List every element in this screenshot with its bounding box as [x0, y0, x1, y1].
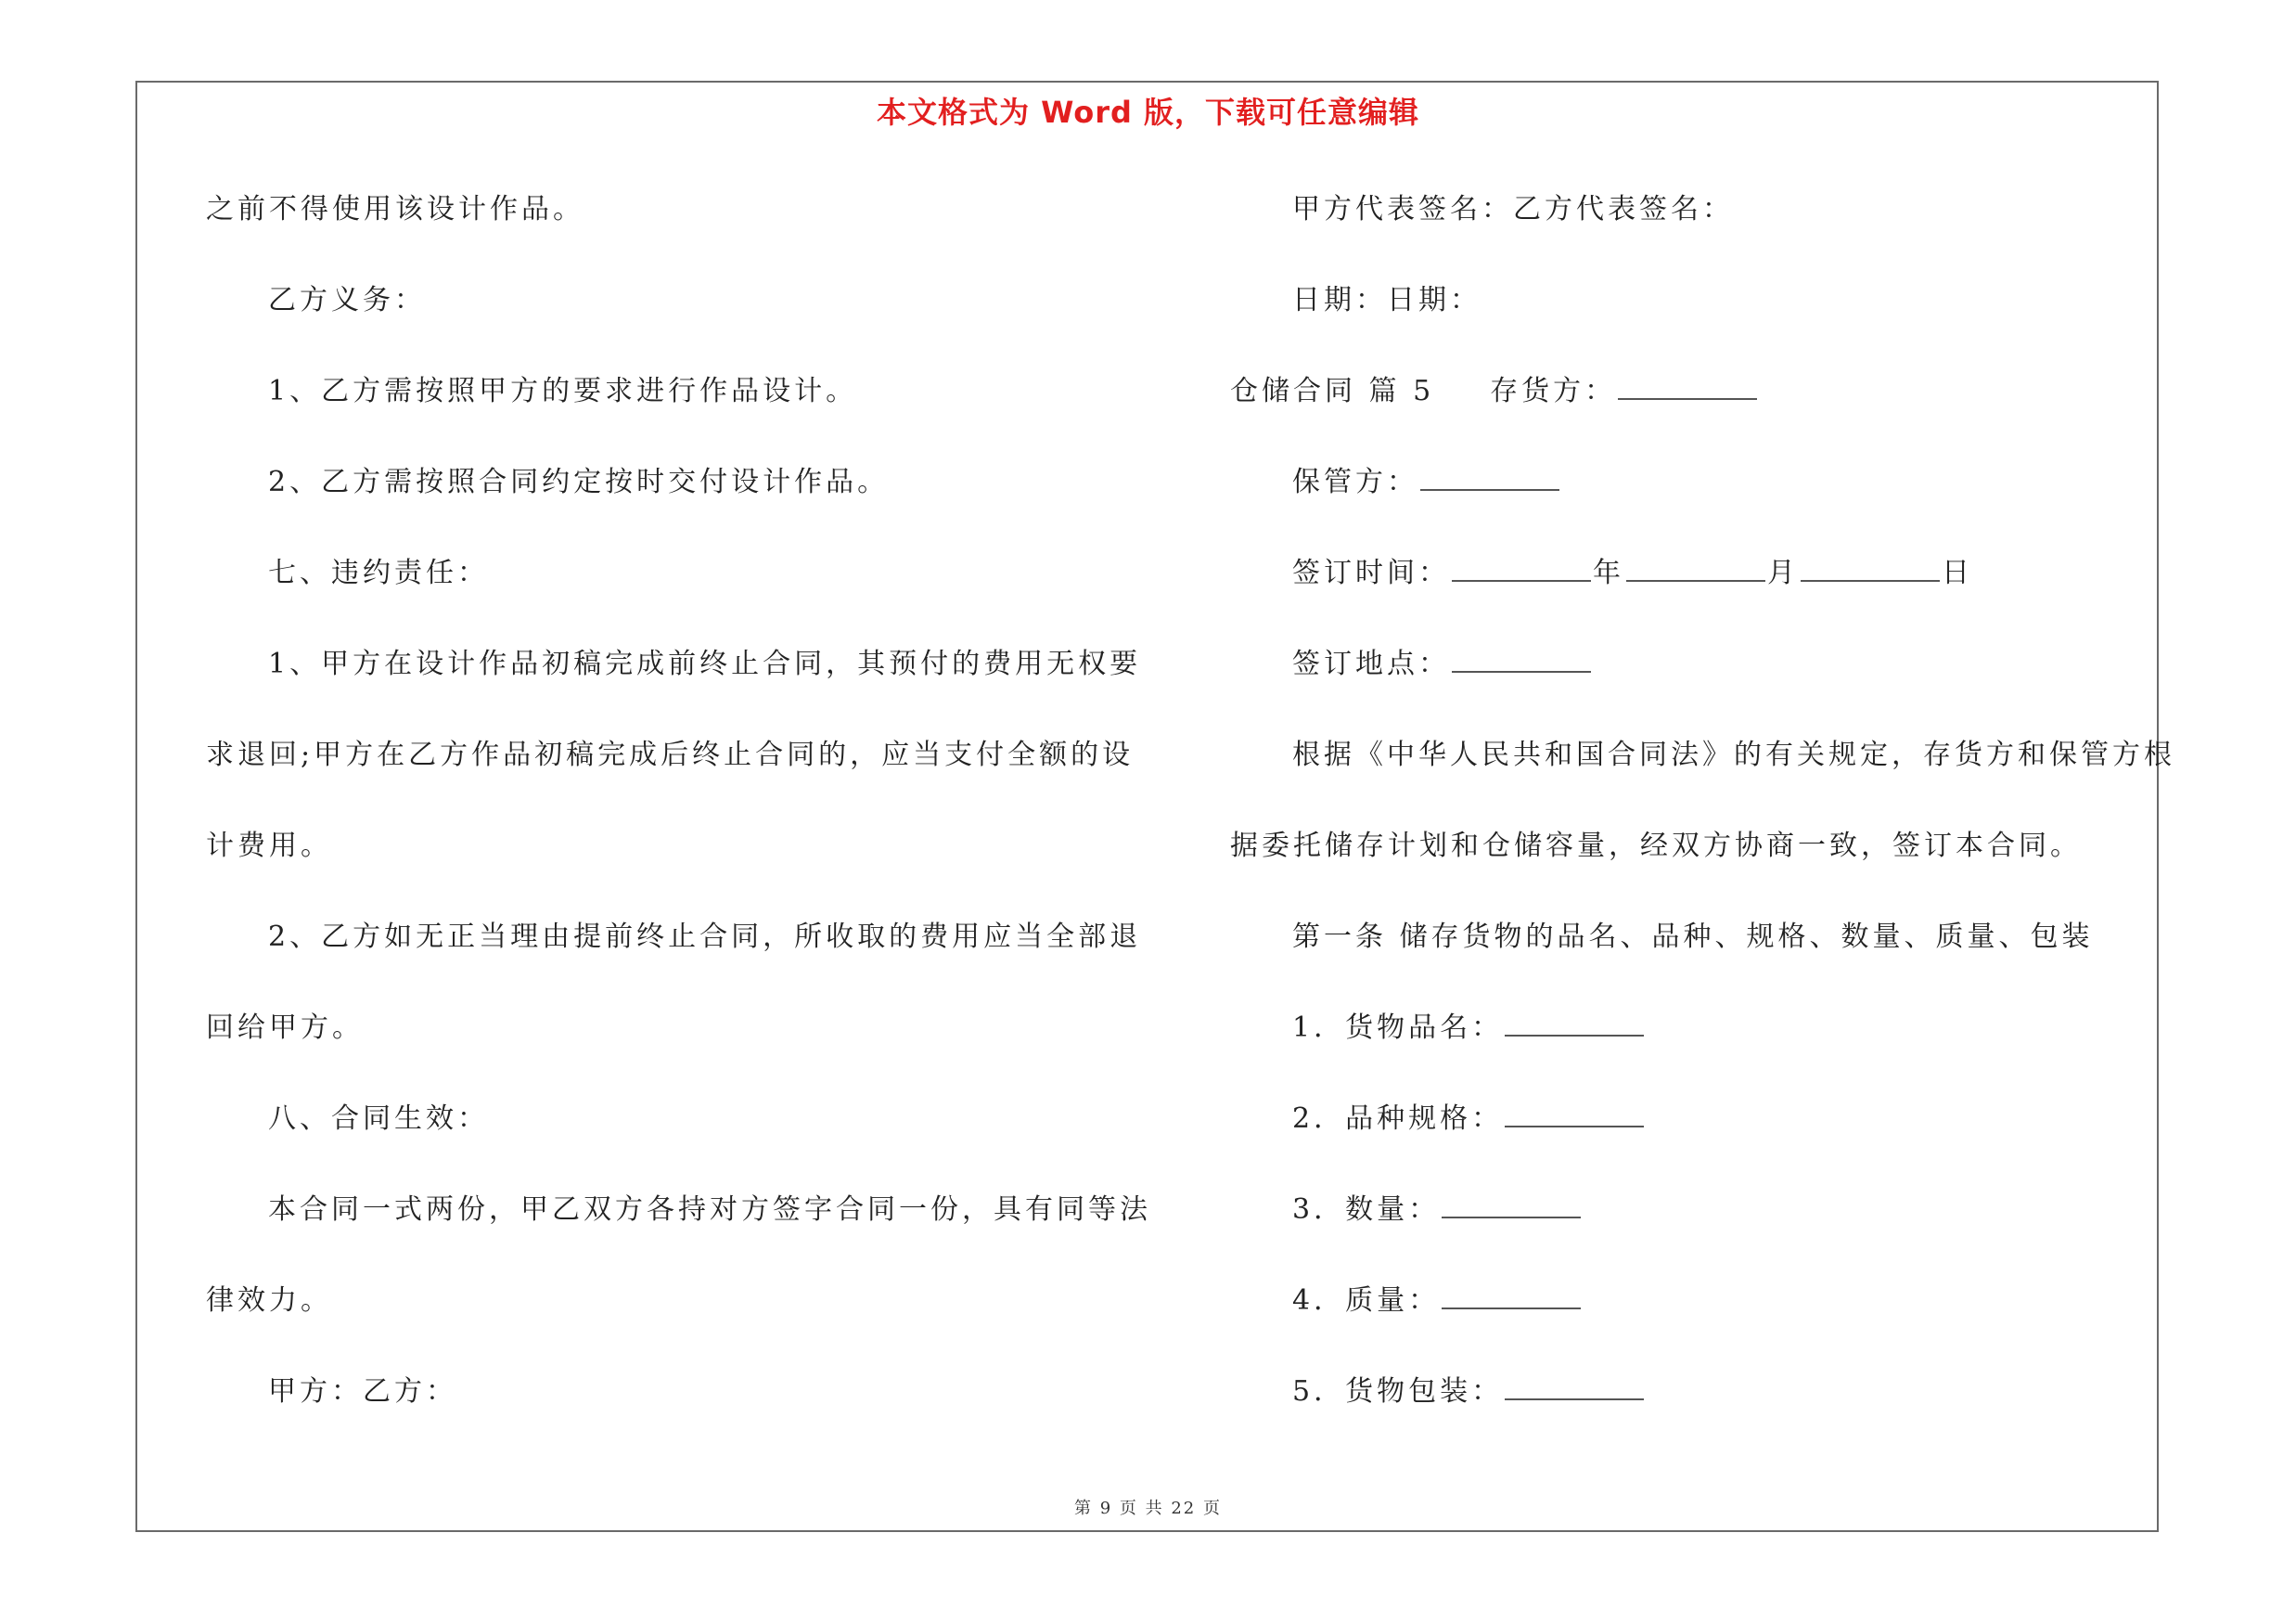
left-line-9: 2、乙方如无正当理由提前终止合同，所收取的费用应当全部退 [268, 921, 1142, 953]
right-line-4 [1230, 464, 1561, 501]
right-line-13 [1230, 1282, 1583, 1320]
page-number: 第 9 页 共 22 页 [1074, 1499, 1222, 1518]
day-blank [1801, 558, 1940, 582]
left-line-13: 律效力。 [206, 1284, 332, 1317]
year-blank [1452, 558, 1591, 582]
left-line-12: 本合同一式两份，甲乙双方各持对方签字合同一份，具有同等法 [268, 1193, 1151, 1226]
left-line-5: 七、违约责任： [268, 557, 489, 589]
goods-name-label: 1．货物品名： [1292, 1011, 1504, 1044]
sign-place-label: 签订地点： [1292, 648, 1450, 680]
right-line-3 [1230, 373, 1759, 410]
month-label: 月 [1767, 557, 1799, 589]
left-line-3: 1、乙方需按照甲方的要求进行作品设计。 [268, 375, 858, 407]
packaging-label: 5．货物包装： [1292, 1375, 1504, 1408]
right-line-7: 根据《中华人民共和国合同法》的有关规定，存货方和保管方根 [1292, 739, 2175, 771]
quantity-label: 3．数量： [1292, 1193, 1441, 1226]
format-banner: 本文格式为 Word 版，下载可任意编辑 [876, 95, 1420, 130]
year-label: 年 [1593, 557, 1624, 589]
contract-heading: 仓储合同 篇 5 [1230, 375, 1435, 407]
right-line-8: 据委托储存计划和仓储容量，经双方协商一致，签订本合同。 [1230, 830, 2082, 862]
goods-name-blank [1505, 1012, 1644, 1037]
left-line-2: 乙方义务： [268, 284, 426, 316]
page-frame [135, 81, 2159, 1532]
quality-blank [1442, 1285, 1581, 1309]
month-blank [1626, 558, 1765, 582]
sign-time-label: 签订时间： [1292, 557, 1450, 589]
right-line-6 [1230, 646, 1593, 683]
spec-blank [1505, 1103, 1644, 1127]
depositor-blank [1618, 376, 1757, 400]
right-line-12 [1230, 1191, 1583, 1229]
right-line-11 [1230, 1101, 1646, 1138]
left-line-1: 之前不得使用该设计作品。 [206, 193, 584, 225]
left-line-10: 回给甲方。 [206, 1011, 364, 1044]
right-line-2: 日期：日期： [1292, 284, 1481, 316]
quantity-blank [1442, 1194, 1581, 1218]
left-line-14: 甲方：乙方： [268, 1375, 457, 1408]
depositor-label: 存货方： [1490, 375, 1617, 407]
spec-label: 2．品种规格： [1292, 1102, 1504, 1135]
right-line-10 [1230, 1010, 1646, 1047]
custodian-blank [1420, 467, 1559, 491]
quality-label: 4．质量： [1292, 1284, 1441, 1317]
right-line-1: 甲方代表签名：乙方代表签名： [1292, 193, 1734, 225]
left-line-7: 求退回;甲方在乙方作品初稿完成后终止合同的，应当支付全额的设 [206, 739, 1135, 771]
left-line-6: 1、甲方在设计作品初稿完成前终止合同，其预付的费用无权要 [268, 648, 1142, 680]
right-line-5 [1230, 555, 1973, 592]
right-line-14 [1230, 1373, 1646, 1410]
day-label: 日 [1942, 557, 1973, 589]
left-line-8: 计费用。 [206, 830, 332, 862]
custodian-label: 保管方： [1292, 466, 1418, 498]
left-line-4: 2、乙方需按照合同约定按时交付设计作品。 [268, 466, 890, 498]
packaging-blank [1505, 1376, 1644, 1400]
sign-place-blank [1452, 649, 1591, 673]
left-line-11: 八、合同生效： [268, 1102, 489, 1135]
right-line-9: 第一条 储存货物的品名、品种、规格、数量、质量、包装 [1292, 921, 2094, 953]
